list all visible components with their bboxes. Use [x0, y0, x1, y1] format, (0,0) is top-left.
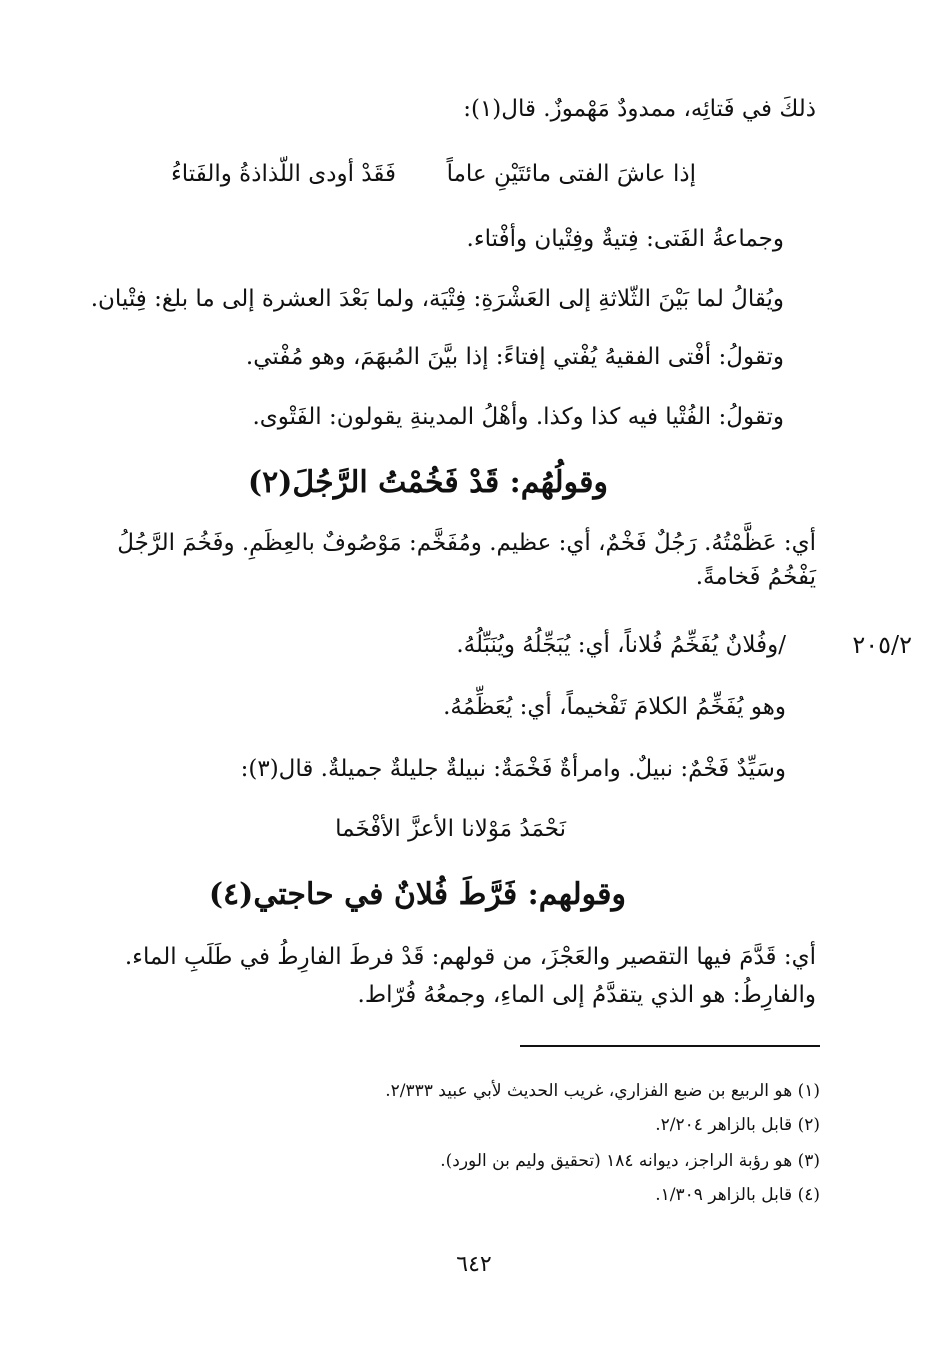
footnote-3: (٣) هو رؤبة الراجز، ديوانه ١٨٤ (تحقيق وليم بن الورد). [440, 1151, 820, 1171]
entry-heading-1: وقولُهُم: قَدْ فَخُمْتُ الرَّجُلَ(٢) [247, 465, 608, 500]
margin-volume-page-ref: ٢٠٥/٢ [852, 631, 912, 659]
definition-1-line-2: يَفْخُمُ فَخامةً. [695, 564, 816, 590]
definition-2-line-1: أي: قَدَّمَ فيها التقصير والعَجْزَ، من قولهم: قَدْ فرطَ الفارِطُ في طَلَبِ الماء. [124, 944, 816, 970]
entry-heading-2: وقولهم: فَرَّطَ فُلانٌ في حاجتي(٤) [208, 877, 626, 912]
page-number: ٦٤٢ [456, 1252, 492, 1277]
text-line-8: وسَيِّدٌ فَخْمٌ: نبيلٌ. وامرأةٌ فَخْمَةٌ: نبيلةٌ جليلةٌ جميلةٌ. قال(٣): [240, 756, 786, 782]
text-line-2: وجماعةُ الفَتى: فِتيةٌ وفِتْيان وأفْتاء. [466, 226, 784, 252]
footnote-separator [520, 1045, 820, 1047]
definition-1-line-1: أي: عَظَّمْتُهُ. رَجُلٌ فَخْمٌ، أي: عظيم. ومُفَخَّم: مَوْصُوفٌ بالعِظَمِ. وفَخُمَ الرَّجُلُ [117, 530, 816, 556]
text-line-5: وتقولُ: الفُتْيا فيه كذا وكذا. وأهْلُ المدينةِ يقولون: الفَتْوى. [252, 404, 784, 430]
text-line-3: ويُقالُ لما بَيْنَ الثّلاثةِ إلى العَشْرَةِ: فِتْيَة، ولما بَعْدَ العشرة إلى ما بلغ: فِتْيان. [90, 286, 784, 312]
footnote-4: (٤) قابل بالزاهر ١/٣٠٩. [655, 1185, 820, 1205]
text-line-7: وهو يُفَخِّمُ الكلامَ تَفْخيماً، أي: يُعَظِّمُهُ. [443, 694, 786, 720]
verse-1-right-hemistich: إذا عاشَ الفتى مائتَيْنِ عاماً [446, 161, 696, 187]
text-line-4: وتقولُ: أفْتى الفقيهُ يُفْتي إفتاءً: إذا بيَّنَ المُبهَمَ، وهو مُفْتي. [245, 344, 784, 370]
verse-2: نَحْمَدُ مَوْلانا الأعزَّ الأفْخَما [335, 816, 566, 842]
verse-1-left-hemistich: فَقَدْ أودى اللّذاذةُ والفَتاءُ [170, 161, 396, 187]
text-line-1: ذلكَ في فَتائِه، ممدودٌ مَهْموزٌ. قال(١): [463, 96, 816, 122]
footnote-1: (١) هو الربيع بن ضبع الفزاري، غريب الحديث لأبي عبيد ٢/٣٣٣. [385, 1081, 820, 1101]
text-line-6: /وفُلانٌ يُفَخِّمُ فُلاناً، أي: يُبَجِّلُهُ ويُنَبِّلُهُ. [456, 632, 786, 658]
footnote-2: (٢) قابل بالزاهر ٢/٢٠٤. [655, 1115, 820, 1135]
definition-2-line-2: والفارِطُ: هو الذي يتقدَّمُ إلى الماءِ، وجمعُهُ فُرّاط. [357, 982, 816, 1008]
